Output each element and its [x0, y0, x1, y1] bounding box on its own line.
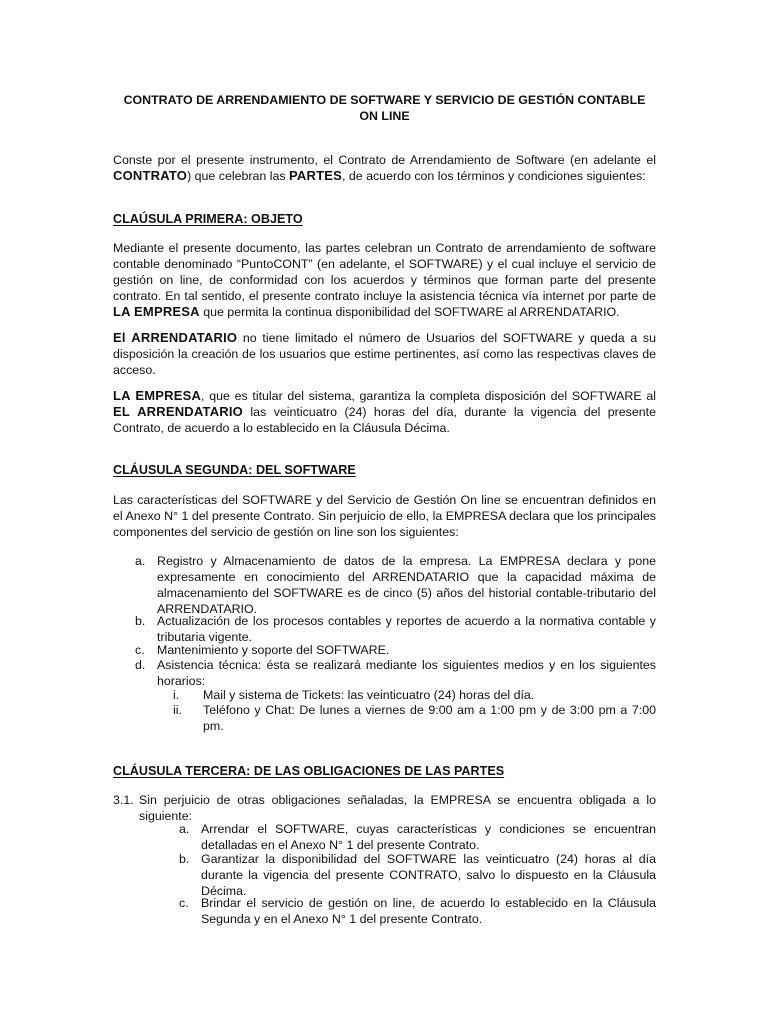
- c2-item-d-marker: d.: [135, 658, 146, 672]
- title-line-2: ON LINE: [359, 109, 410, 123]
- document-title: [113, 92, 656, 124]
- c2-item-c-marker: c.: [135, 643, 145, 657]
- clausula-tercera-heading: CLÁUSULA TERCERA: DE LAS OBLIGACIONES DE LAS PARTES: [113, 764, 505, 778]
- c1p3-bold-arrendatario: EL ARRENDATARIO: [113, 404, 243, 419]
- c1p1-text-2: que permita la continua disponibilidad del SOFTWARE al ARRENDATARIO.: [199, 305, 620, 319]
- intro-bold-contrato: CONTRATO: [113, 168, 188, 183]
- c1p3-text-2: las veinticuatro (24) horas del día, durante la vigencia del presente Contrato, de acuerdo a lo establecido en la Cláusula Décima.: [113, 405, 656, 435]
- c3-item-a-text: Arrendar el SOFTWARE, cuyas características y condiciones se encuentran detalladas en el Anexo N° 1 del presente Contrato.: [201, 822, 656, 852]
- c1p2-text-1: no tiene limitado el número de Usuarios del SOFTWARE y queda a su disposición la creación de los usuarios que estime pertinentes, así como las respectivas claves de acceso.: [113, 331, 656, 377]
- c2-subitem-ii-text: Teléfono y Chat: De lunes a viernes de 9:00 am a 1:00 pm y de 3:00 pm a 7:00 pm.: [203, 703, 656, 733]
- c1p3-bold-empresa: LA EMPRESA: [113, 388, 202, 403]
- c2-subitem-ii-marker: ii.: [173, 703, 182, 717]
- c3-p1-marker: 3.1.: [113, 793, 134, 807]
- clausula-primera-heading: CLAÚSULA PRIMERA: OBJETO: [113, 212, 303, 226]
- clausula-primera-paragraph-2: [113, 330, 656, 378]
- c1p2-bold-arrendatario: El ARRENDATARIO: [113, 330, 238, 345]
- intro-text-2: ) que celebran las: [187, 169, 290, 183]
- c2-item-a-marker: a.: [135, 554, 146, 568]
- c2-item-a-text: Registro y Almacenamiento de datos de la empresa. La EMPRESA declara y pone expresamente en conocimiento del ARRENDATARIO que la capacidad máxima de almacenamiento del SOFTWARE es de cinco (5) años del historial contable-tributario del ARRENDATARIO.: [157, 554, 656, 616]
- intro-bold-partes: PARTES: [289, 168, 342, 183]
- c3-item-c-marker: c.: [179, 896, 189, 910]
- c2-item-c-text: Mantenimiento y soporte del SOFTWARE.: [157, 643, 390, 657]
- c3-item-a-marker: a.: [179, 822, 190, 836]
- c3-p1-text: Sin perjuicio de otras obligaciones señaladas, la EMPRESA se encuentra obligada a lo siguiente:: [139, 793, 656, 823]
- c2-subitem-i-marker: i.: [173, 688, 180, 702]
- c3-item-b-marker: b.: [179, 852, 190, 866]
- intro-text-3: , de acuerdo con los términos y condiciones siguientes:: [341, 169, 646, 183]
- c1p1-text-1: Mediante el presente documento, las partes celebran un Contrato de arrendamiento de software contable denominado “PuntoCONT” (en adelante, el SOFTWARE) y el cual incluye el servicio de gestión on line, de conformidad con los acuerdos y términos que forman parte del presente contrato. En tal sentido, el presente contrato incluye la asistencia técnica vía internet por parte de: [113, 241, 656, 303]
- title-line-1: CONTRATO DE ARRENDAMIENTO DE SOFTWARE Y SERVICIO DE GESTIÓN CONTABLE: [123, 93, 646, 107]
- c2-item-b-text: Actualización de los procesos contables y reportes de acuerdo a la normativa contable y tributaria vigente.: [157, 614, 656, 644]
- c2-item-b-marker: b.: [135, 614, 146, 628]
- c3-item-b-text: Garantizar la disponibilidad del SOFTWARE las veinticuatro (24) horas al día durante la vigencia del presente CONTRATO, salvo lo dispuesto en la Cláusula Décima.: [201, 852, 656, 898]
- clausula-segunda-heading: CLÁUSULA SEGUNDA: DEL SOFTWARE: [113, 463, 356, 477]
- c2-item-d-text: Asistencia técnica: ésta se realizará mediante los siguientes medios y en los siguientes horarios:: [157, 658, 656, 688]
- c2-subitem-i-text: Mail y sistema de Tickets: las veinticuatro (24) horas del día.: [203, 688, 535, 702]
- clausula-primera-paragraph-1: [113, 240, 656, 320]
- intro-text-1: Conste por el presente instrumento, el Contrato de Arrendamiento de Software (en adelante el: [113, 153, 656, 167]
- clausula-primera-paragraph-3: [113, 388, 656, 436]
- c3-item-c-text: Brindar el servicio de gestión on line, de acuerdo lo establecido en la Cláusula Segunda y en el Anexo N° 1 del presente Contrato.: [201, 896, 656, 926]
- c1p3-text-1: , que es titular del sistema, garantiza la completa disposición del SOFTWARE al: [201, 389, 656, 403]
- c1p1-bold-empresa: LA EMPRESA: [113, 304, 200, 319]
- intro-paragraph: [113, 152, 656, 184]
- clausula-segunda-paragraph-1: Las características del SOFTWARE y del Servicio de Gestión On line se encuentran definidos en el Anexo N° 1 del presente Contrato. Sin perjuicio de ello, la EMPRESA declara que los principales componentes del servicio de gestión on line son los siguientes:: [113, 493, 656, 539]
